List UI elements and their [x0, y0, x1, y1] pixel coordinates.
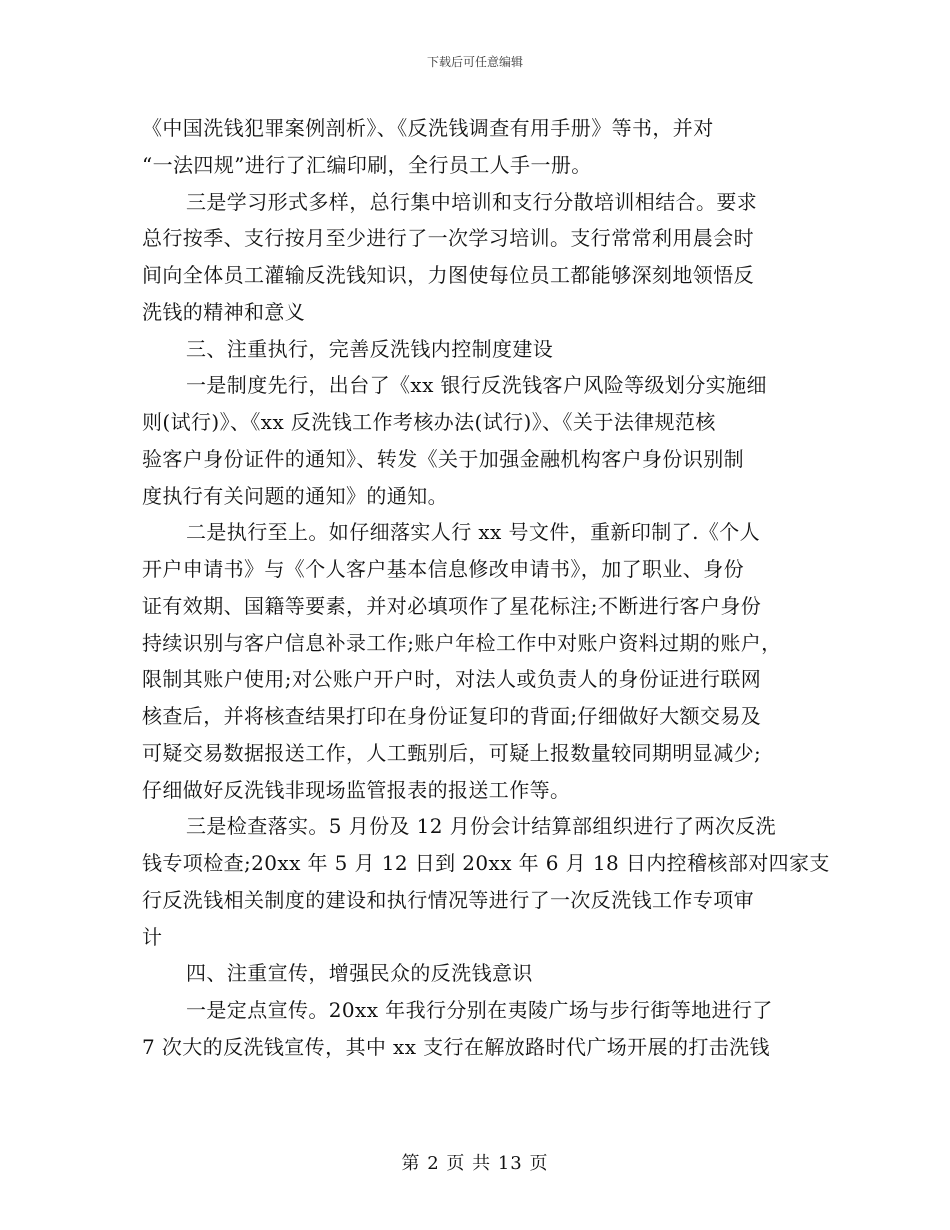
text-line-6: 洗钱的精神和意义	[142, 299, 306, 324]
text-line-8: 一是制度先行，出台了《xx 银行反洗钱客户风险等级划分实施细	[186, 373, 767, 398]
text-line-23: 计	[142, 924, 163, 949]
section-heading-3: 三、注重执行，完善反洗钱内控制度建设	[186, 336, 554, 361]
text-line-9: 则(试行)》、《xx 反洗钱工作考核办法(试行)》、《关于法律规范核	[142, 410, 716, 434]
text-line-15: 持续识别与客户信息补录工作;账户年检工作中对账户资料过期的账户，	[142, 630, 782, 655]
text-line-21: 钱专项检查;20xx 年 5 月 12 日到 20xx 年 6 月 18 日内控稽核部对四家支	[142, 851, 830, 875]
text-line-25: 一是定点宣传。20xx 年我行分别在夷陵广场与步行街等地进行了	[186, 998, 773, 1022]
text-line-1: 《中国洗钱犯罪案例剖析》、《反洗钱调查有用手册》等书，并对	[142, 116, 714, 140]
text-line-20: 三是检查落实。5 月份及 12 月份会计结算部组织进行了两次反洗	[186, 814, 777, 839]
text-line-22: 行反洗钱相关制度的建设和执行情况等进行了一次反洗钱工作专项审	[142, 887, 754, 912]
text-line-2: “一法四规”进行了汇编印刷，全行员工人手一册。	[142, 152, 592, 177]
page-number-footer: 第 2 页 共 13 页	[401, 1153, 549, 1174]
text-line-5: 间向全体员工灌输反洗钱知识，力图使每位员工都能够深刻地领悟反	[142, 263, 754, 287]
text-line-3: 三是学习形式多样，总行集中培训和支行分散培训相结合。要求	[186, 189, 758, 214]
text-line-13: 开户申请书》与《个人客户基本信息修改申请书》，加了职业、身份	[142, 557, 744, 581]
page-header: 下载后可任意编辑	[426, 55, 523, 69]
text-line-26: 7 次大的反洗钱宣传，其中 xx 支行在解放路时代广场开展的打击洗钱	[142, 1034, 770, 1059]
text-line-16: 限制其账户使用;对公账户开户时，对法人或负责人的身份证进行联网	[142, 667, 762, 692]
section-heading-4: 四、注重宣传，增强民众的反洗钱意识	[186, 961, 533, 986]
text-line-14: 证有效期、国籍等要素，并对必填项作了星花标注;不断进行客户身份	[142, 593, 762, 618]
text-line-10: 验客户身份证件的通知》、转发《关于加强金融机构客户身份识别制	[142, 446, 744, 471]
text-line-4: 总行按季、支行按月至少进行了一次学习培训。支行常常利用晨会时	[142, 226, 754, 251]
text-line-17: 核查后，并将核查结果打印在身份证复印的背面;仔细做好大额交易及	[142, 704, 762, 728]
text-line-18: 可疑交易数据报送工作，人工甄别后，可疑上报数量较同期明显减少;	[142, 740, 762, 765]
text-line-11: 度执行有关问题的通知》的通知。	[142, 483, 448, 508]
document-body	[142, 110, 830, 1066]
text-line-19: 仔细做好反洗钱非现场监管报表的报送工作等。	[142, 777, 571, 802]
text-line-12: 二是执行至上。如仔细落实人行 xx 号文件，重新印制了.《个人	[186, 520, 761, 545]
